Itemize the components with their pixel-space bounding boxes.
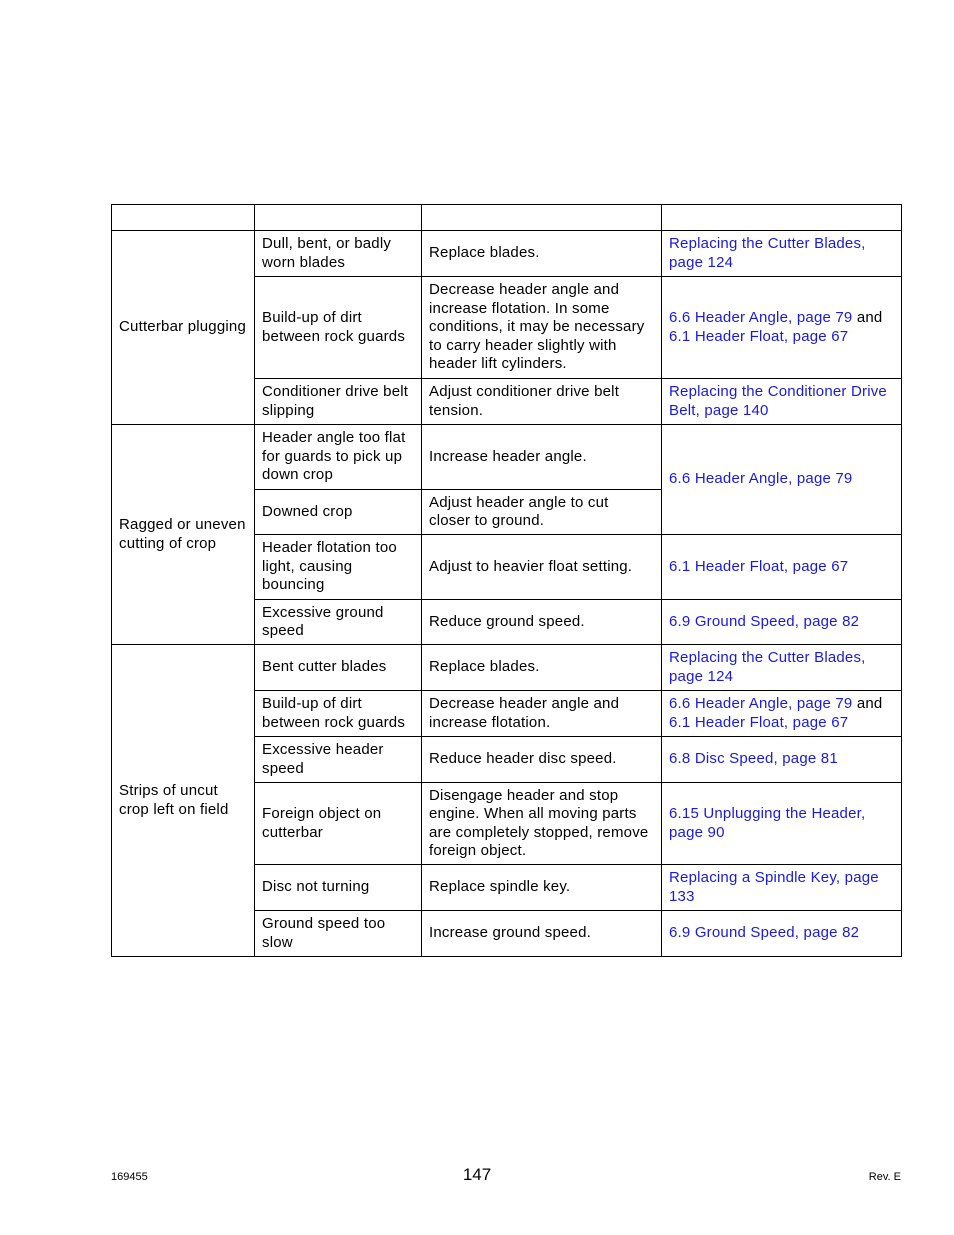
solution-cell: Adjust to heavier float setting. xyxy=(422,535,662,600)
solution-cell: Replace blades. xyxy=(422,231,662,277)
reference-cell xyxy=(662,645,902,691)
problem-cell: Header flotation too light, causing bouncing xyxy=(255,535,422,600)
reference-cell xyxy=(662,911,902,957)
table-row xyxy=(112,425,902,490)
solution-cell: Adjust conditioner drive belt tension. xyxy=(422,379,662,425)
reference-cell xyxy=(662,783,902,865)
solution-cell: Reduce ground speed. xyxy=(422,600,662,645)
solution-cell: Disengage header and stop engine. When all moving parts are completely stopped, remove foreign object. xyxy=(422,783,662,865)
problem-cell: Conditioner drive belt slipping xyxy=(255,379,422,425)
problem-cell: Header angle too flat for guards to pick up down crop xyxy=(255,425,422,490)
symptom-cell: Ragged or uneven cutting of crop xyxy=(112,425,255,645)
problem-cell: Build-up of dirt between rock guards xyxy=(255,277,422,379)
reference-link[interactable]: Replacing the Conditioner Drive Belt, page 140 xyxy=(669,383,887,419)
table-header-row xyxy=(112,205,902,231)
page-number: 147 xyxy=(462,1165,492,1184)
reference-link[interactable]: 6.6 Header Angle, page 79 xyxy=(669,470,853,488)
reference-cell xyxy=(662,231,902,277)
reference-link[interactable]: 6.1 Header Float, page 67 xyxy=(669,327,849,345)
reference-cell xyxy=(662,691,902,737)
document-number: 169455 xyxy=(111,1171,148,1183)
reference-joiner: and xyxy=(852,695,883,712)
solution-cell: Decrease header angle and increase flotation. In some conditions, it may be necessary to carry header slightly with header lift cylinders. xyxy=(422,277,662,379)
reference-cell xyxy=(662,535,902,600)
solution-cell: Increase ground speed. xyxy=(422,911,662,957)
solution-cell: Increase header angle. xyxy=(422,425,662,490)
solution-cell: Reduce header disc speed. xyxy=(422,737,662,783)
symptom-cell: Strips of uncut crop left on field xyxy=(112,645,255,957)
troubleshooting-table xyxy=(111,204,902,957)
reference-cell xyxy=(662,737,902,783)
problem-cell: Excessive ground speed xyxy=(255,600,422,645)
header-cell-problem xyxy=(255,205,422,231)
reference-link[interactable]: Replacing the Cutter Blades, page 124 xyxy=(669,649,866,685)
solution-cell: Adjust header angle to cut closer to ground. xyxy=(422,490,662,535)
reference-joiner: and xyxy=(852,309,883,326)
symptom-cell: Cutterbar plugging xyxy=(112,231,255,425)
reference-link[interactable]: 6.1 Header Float, page 67 xyxy=(669,713,849,731)
solution-cell: Replace spindle key. xyxy=(422,865,662,911)
reference-cell xyxy=(662,600,902,645)
reference-link[interactable]: 6.1 Header Float, page 67 xyxy=(669,557,849,575)
table-row xyxy=(112,645,902,691)
reference-cell xyxy=(662,379,902,425)
problem-cell: Build-up of dirt between rock guards xyxy=(255,691,422,737)
reference-link[interactable]: 6.6 Header Angle, page 79 xyxy=(669,695,853,712)
solution-cell: Replace blades. xyxy=(422,645,662,691)
reference-link[interactable]: 6.15 Unplugging the Header, page 90 xyxy=(669,805,866,841)
problem-cell: Bent cutter blades xyxy=(255,645,422,691)
reference-cell xyxy=(662,865,902,911)
problem-cell: Disc not turning xyxy=(255,865,422,911)
reference-link[interactable]: 6.8 Disc Speed, page 81 xyxy=(669,750,838,768)
header-cell-solution xyxy=(422,205,662,231)
reference-link[interactable]: 6.6 Header Angle, page 79 xyxy=(669,309,853,326)
reference-link[interactable]: 6.9 Ground Speed, page 82 xyxy=(669,924,860,942)
reference-cell xyxy=(662,425,902,535)
reference-link[interactable]: 6.9 Ground Speed, page 82 xyxy=(669,612,860,630)
header-cell-symptom xyxy=(112,205,255,231)
table-row xyxy=(112,231,902,277)
problem-cell: Dull, bent, or badly worn blades xyxy=(255,231,422,277)
reference-link[interactable]: Replacing a Spindle Key, page 133 xyxy=(669,869,879,905)
problem-cell: Foreign object on cutterbar xyxy=(255,783,422,865)
problem-cell: Excessive header speed xyxy=(255,737,422,783)
problem-cell: Ground speed too slow xyxy=(255,911,422,957)
reference-link[interactable]: Replacing the Cutter Blades, page 124 xyxy=(669,235,866,271)
reference-cell xyxy=(662,277,902,379)
header-cell-reference xyxy=(662,205,902,231)
revision-label: Rev. E xyxy=(868,1171,901,1183)
solution-cell: Decrease header angle and increase flotation. xyxy=(422,691,662,737)
problem-cell: Downed crop xyxy=(255,490,422,535)
